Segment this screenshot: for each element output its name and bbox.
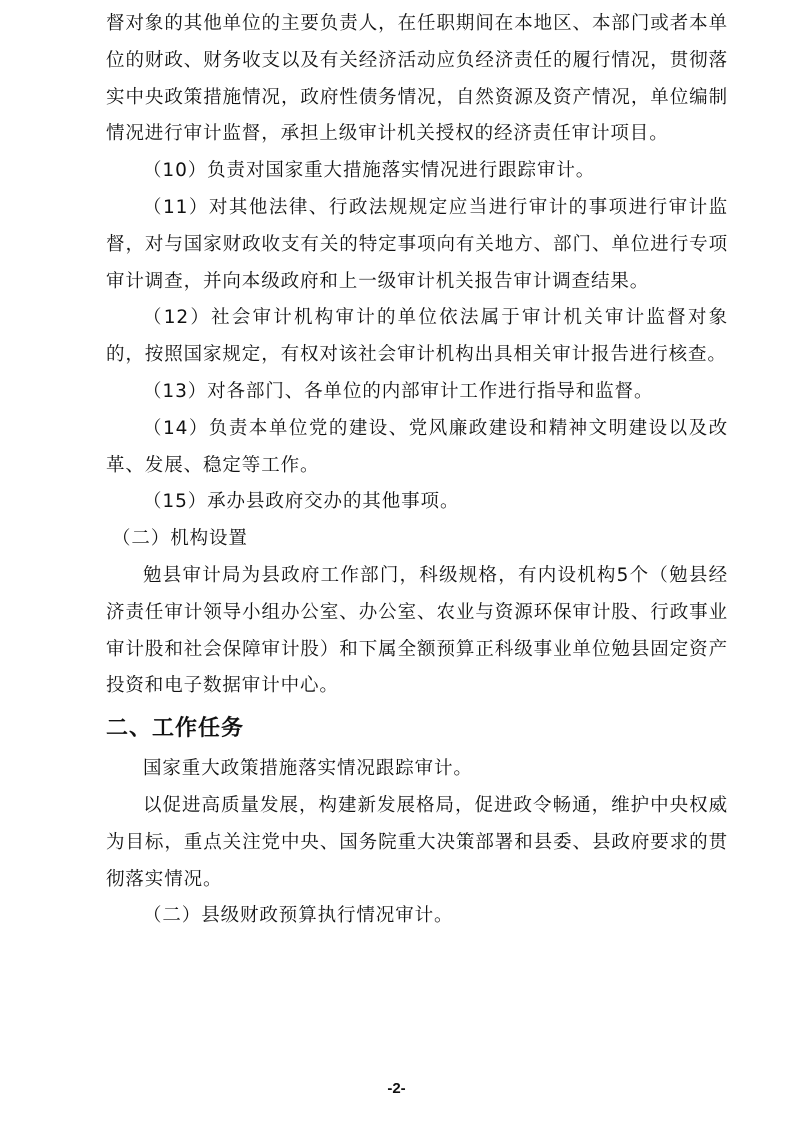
paragraph-budget-audit: （二）县级财政预算执行情况审计。: [143, 905, 454, 927]
document-body: [106, 6, 728, 935]
paragraph-item-11: （11）对其他法律、行政法规规定应当进行审计的事项进行审计监督，对与国家财政收支有关的特定事项向有关地方、部门、单位进行专项审计调查，并向本级政府和上一级审计机关报告审计调查结果。: [106, 196, 728, 292]
paragraph-item-10: （10）负责对国家重大措施落实情况进行跟踪审计。: [143, 160, 596, 182]
paragraph-item-15: （15）承办县政府交办的其他事项。: [143, 491, 460, 513]
subheading-organization: （二）机构设置: [112, 528, 248, 550]
paragraph-organization: 勉县审计局为县政府工作部门，科级规格，有内设机构5个（勉县经济责任审计领导小组办公室、办公室、农业与资源环保审计股、行政事业审计股和社会保障审计股）和下属全额预算正科级事业单位勉县固定资产投资和电子数据审计中心。: [106, 564, 728, 697]
section-heading-work-tasks: 二、工作任务: [106, 716, 245, 742]
paragraph-policy-goals: 以促进高质量发展，构建新发展格局，促进政令畅通，维护中央权威为目标，重点关注党中央、国务院重大决策部署和县委、县政府要求的贯彻落实情况。: [106, 794, 728, 890]
page-number: -2-: [387, 1080, 406, 1097]
paragraph-item-12: （12）社会审计机构审计的单位依法属于审计机关审计监督对象的，按照国家规定，有权对该社会审计机构出具相关审计报告进行核查。: [106, 307, 728, 366]
paragraph-item-14: （14）负责本单位党的建设、党风廉政建设和精神文明建设以及改革、发展、稳定等工作。: [106, 417, 728, 476]
paragraph-policy-audit: 国家重大政策措施落实情况跟踪审计。: [143, 758, 473, 780]
paragraph-item-13: （13）对各部门、各单位的内部审计工作进行指导和监督。: [143, 380, 654, 402]
paragraph-economic-responsibility: 督对象的其他单位的主要负责人，在任职期间在本地区、本部门或者本单位的财政、财务收支以及有关经济活动应负经济责任的履行情况，贯彻落实中央政策措施情况，政府性债务情况，自然资源及资产情况，单位编制情况进行审计监督，承担上级审计机关授权的经济责任审计项目。: [106, 13, 728, 145]
